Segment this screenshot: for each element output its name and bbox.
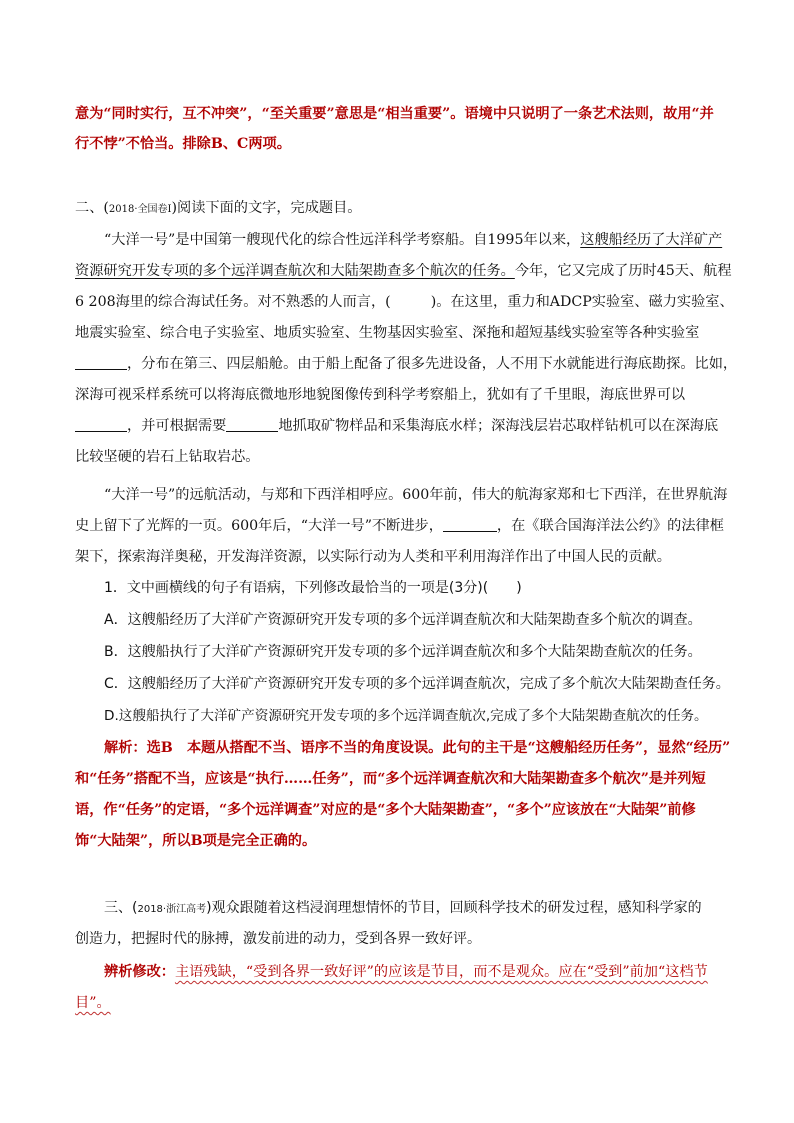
fix-label: 辨析修改： <box>104 964 175 980</box>
option-a: A．这艘船经历了大洋矿产资源研究开发专项的多个远洋调查航次和大陆架勘查多个航次的调查。 <box>104 612 702 628</box>
passage-line: 深海可视采样系统可以将海底微地形地貌图像传到科学考察船上，犹如有了千里眼，海底世界可以 <box>75 387 686 403</box>
passage-line: “大洋一号”是中国第一艘现代化的综合性远洋科学考察船。自1995年以来，这艘船经历了大洋矿产 <box>104 232 723 248</box>
fill-blank <box>443 517 497 532</box>
passage-line: 史上留下了光辉的一页。600年后，“大洋一号”不断进步， ，在《联合国海洋法公约》的法律框 <box>75 518 724 534</box>
passage-line: “大洋一号”的远航活动，与郑和下西洋相呼应。600年前，伟大的航海家郑和七下西洋，在世界航海 <box>104 487 728 503</box>
fill-blank <box>226 417 278 432</box>
passage-line: 比较坚硬的岩石上钻取岩芯。 <box>75 449 260 465</box>
passage-line: ，并可根据需要 地抓取矿物样品和采集海底水样；深海浅层岩芯取样钻机可以在深海底 <box>75 416 718 436</box>
passage-line: ，分布在第三、四层船舱。由于船上配备了很多先进设备，人不用下水就能进行海底勘探。比如， <box>75 354 737 374</box>
option-d: D.这艘船执行了大洋矿产资源研究开发专项的多个远洋调查航次,完成了多个大陆架勘查航次的任务。 <box>104 708 708 724</box>
underlined-sentence: 这艘船经历了大洋矿产 <box>580 232 723 248</box>
q3-line-1: 三、(2018·浙江高考)观众跟随着这档浸润理想情怀的节目，回顾科学技术的研发过程，感知科学家的 <box>104 900 702 916</box>
fill-blank <box>75 417 127 432</box>
q2-heading: 二、(2018·全国卷Ⅰ)阅读下面的文字，完成题目。 <box>75 200 362 216</box>
top-note-line-1: 意为“同时实行，互不冲突”，“至关重要”意思是“相当重要”。语境中只说明了一条艺术法则，故用“并 <box>75 106 714 122</box>
analysis-line: 饰“大陆架”，所以B项是完全正确的。 <box>75 833 317 849</box>
top-note-line-2: 行不悖”不恰当。排除B、C两项。 <box>75 136 291 152</box>
analysis-line: 和“任务”搭配不当，应该是“执行……任务”，而“多个远洋调查航次和大陆架勘查多个航次”是并列短 <box>75 771 706 787</box>
passage-line: 地震实验室、综合电子实验室、地质实验室、生物基因实验室、深拖和超短基线实验室等各种实验室 <box>75 325 700 341</box>
fill-blank <box>75 355 127 370</box>
passage-line: 资源研究开发专项的多个远洋调查航次和大陆架勘查多个航次的任务。今年，它又完成了历时45天、航程 <box>75 263 732 279</box>
analysis-line: 解析：选B 本题从搭配不当、语序不当的角度设误。此句的主干是“这艘船经历任务”，显然“经历” <box>104 740 731 756</box>
passage-line: 6 208海里的综合海试任务。对不熟悉的人而言，( )。在这里，重力和ADCP实验室、磁力实验室、 <box>75 294 734 310</box>
question-stem: 1．文中画横线的句子有语病，下列修改最恰当的一项是(3分)( ) <box>104 580 522 596</box>
option-b: B．这艘船执行了大洋矿产资源研究开发专项的多个远洋调查航次和多个大陆架勘查航次的任务。 <box>104 644 702 660</box>
q3-fix-line-2: 目”。 <box>75 995 111 1011</box>
option-c: C．这艘船经历了大洋矿产资源研究开发专项的多个远洋调查航次，完成了多个航次大陆架勘查任务。 <box>104 676 730 692</box>
analysis-label: 解析： <box>104 740 147 756</box>
passage-line: 架下，探索海洋奥秘，开发海洋资源，以实际行动为人类和平利用海洋作出了中国人民的贡献。 <box>75 549 671 565</box>
analysis-line: 语，作“任务”的定语，“多个远洋调查”对应的是“多个大陆架勘查”，“多个”应该放在“大陆架”前修 <box>75 802 696 818</box>
underlined-sentence: 资源研究开发专项的多个远洋调查航次和大陆架勘查多个航次的任务。 <box>75 263 515 279</box>
q3-fix-line-1: 辨析修改：主语残缺，“受到各界一致好评”的应该是节目，而不是观众。应在“受到”前加“这档节 <box>104 964 708 980</box>
q3-line-2: 创造力，把握时代的脉搏，激发前进的动力，受到各界一致好评。 <box>75 931 481 947</box>
